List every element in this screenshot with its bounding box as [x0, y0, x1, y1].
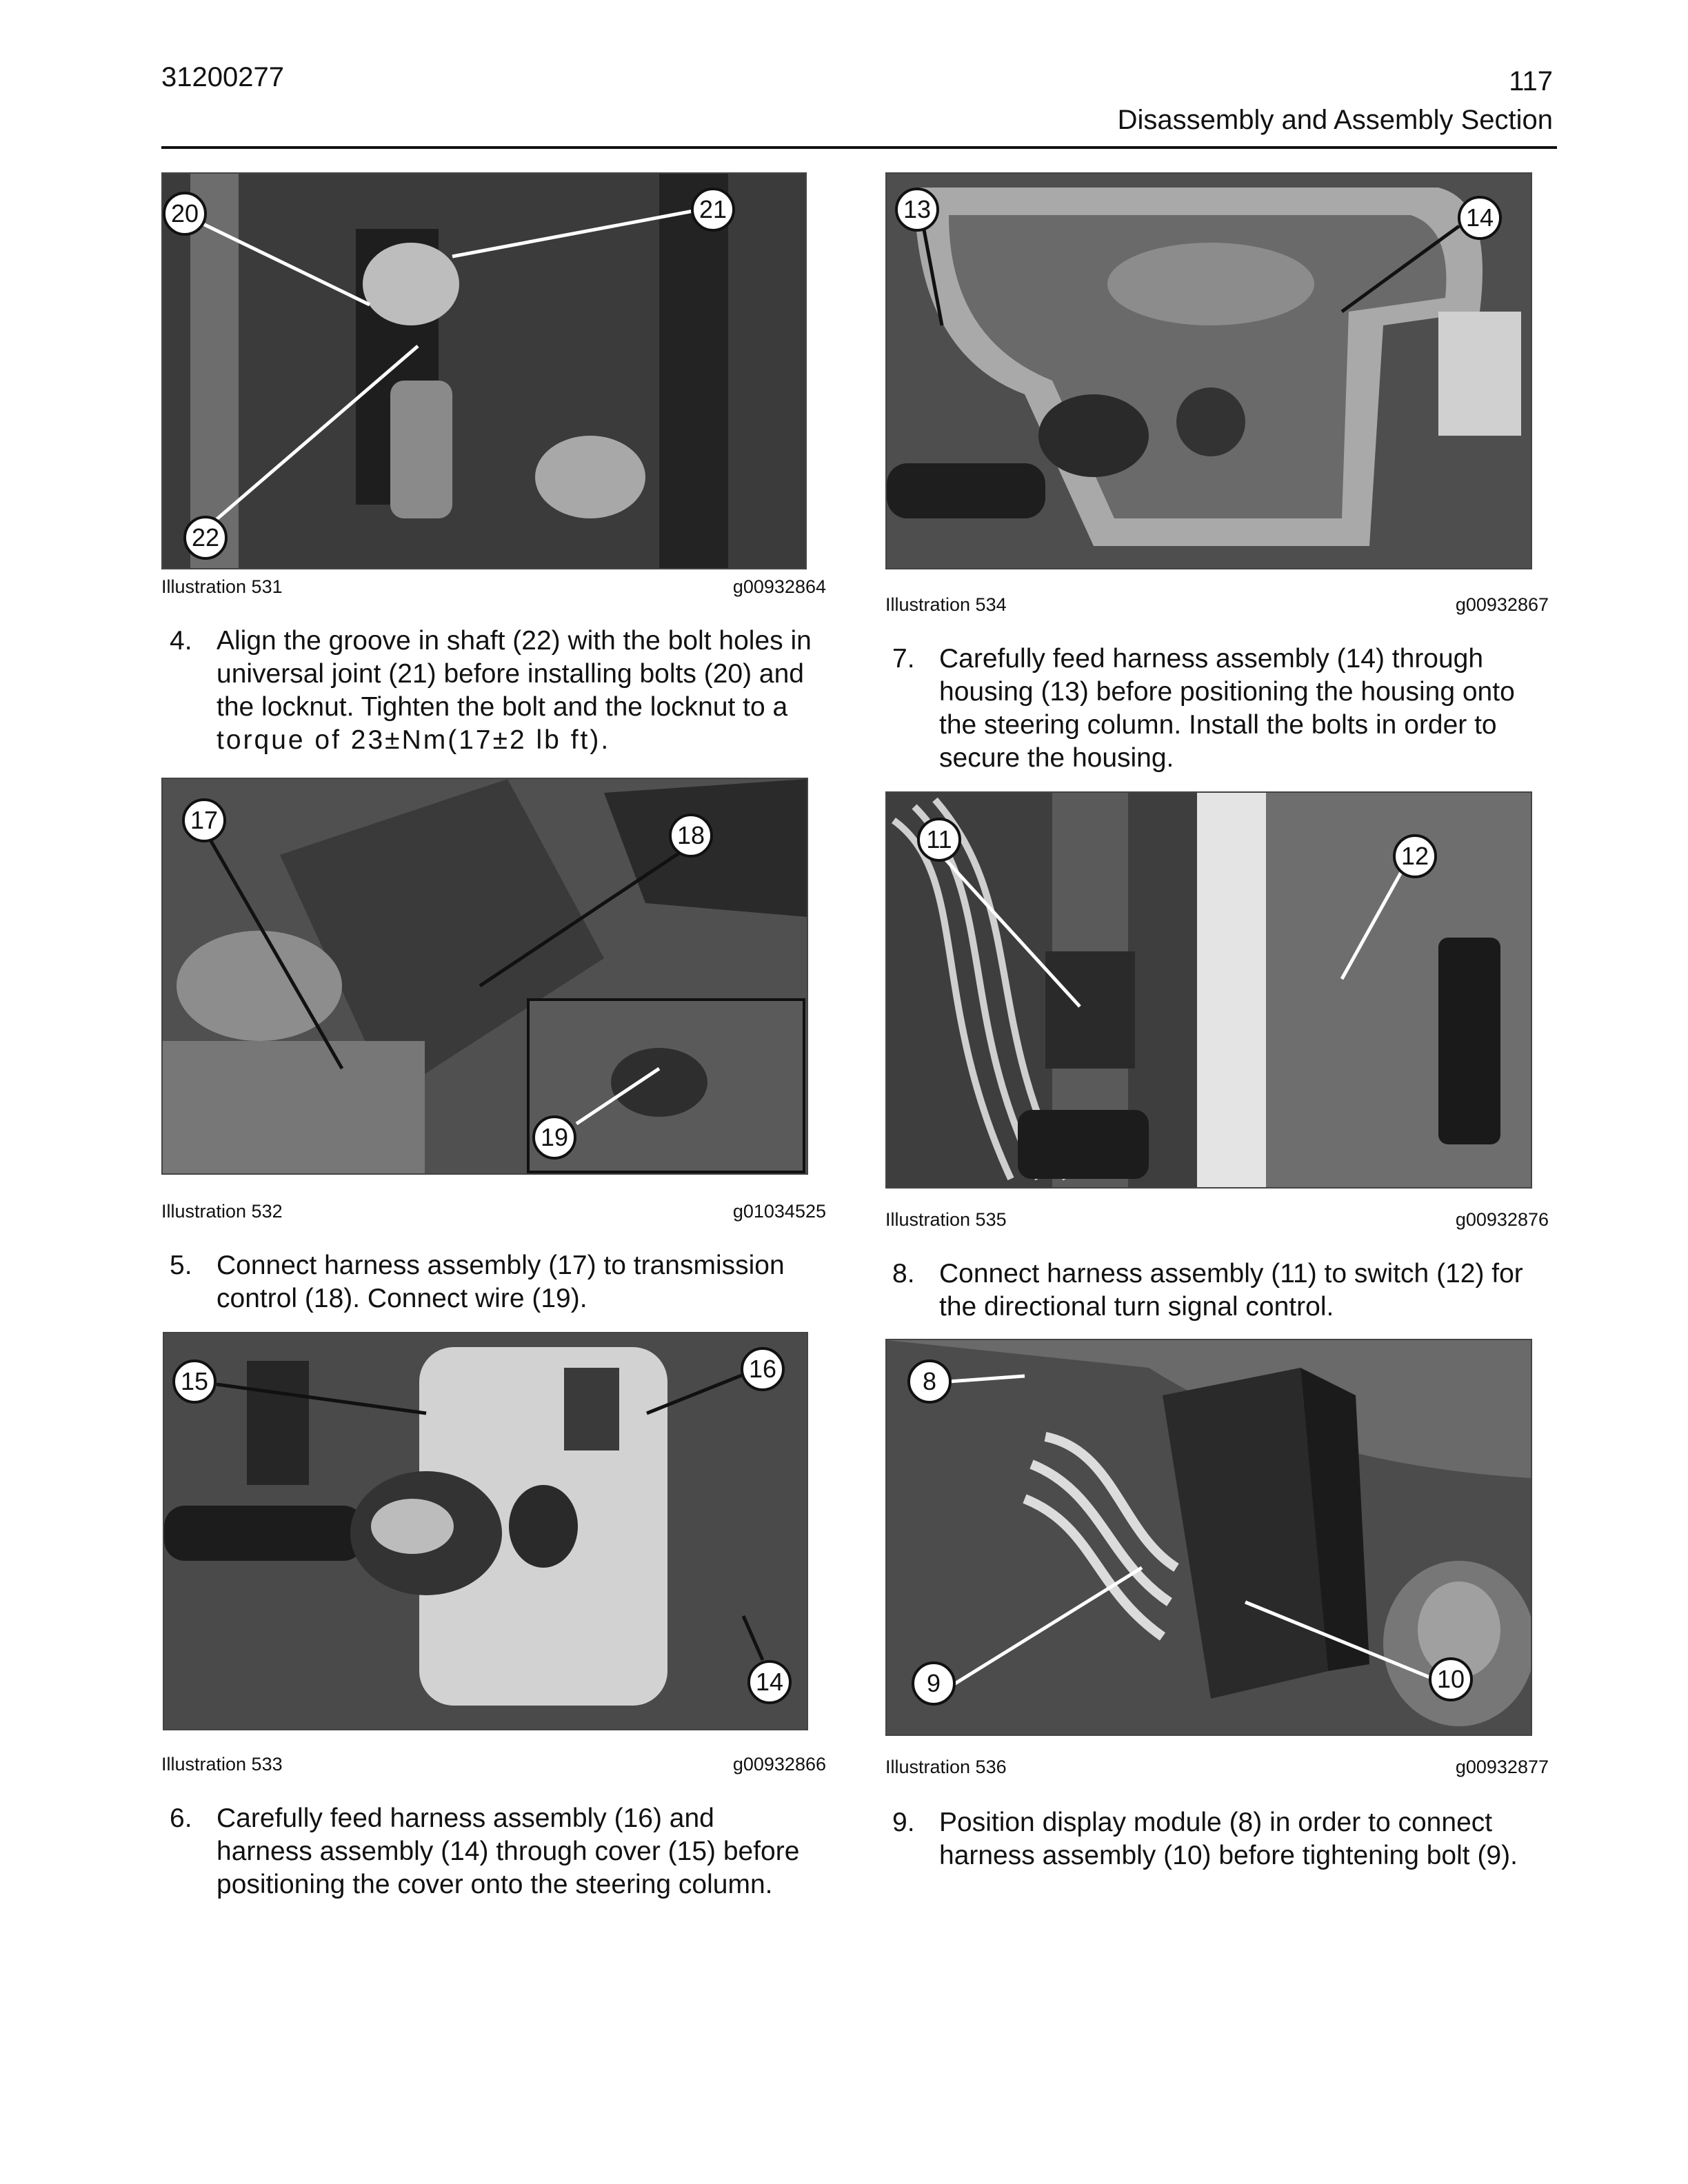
step-line: Position display module (8) in order to connect [939, 1808, 1493, 1837]
callout-20: 20 [163, 192, 207, 236]
step-text [217, 1249, 785, 1315]
step-line: torque of 23±Nm(17±2 lb ft). [217, 725, 611, 755]
step-9 [892, 1806, 1554, 1875]
step-6 [170, 1802, 845, 1905]
illustration-534-photo [885, 172, 1532, 569]
page-header-right [1118, 62, 1553, 139]
step-line: harness assembly (14) through cover (15) before [217, 1837, 800, 1866]
callout-17: 17 [182, 798, 226, 842]
step-line: the directional turn signal control. [939, 1292, 1334, 1322]
illustration-531-label: Illustration 531 [161, 576, 283, 597]
illustration-532-label: Illustration 532 [161, 1201, 283, 1222]
illustration-536-code: g00932877 [1455, 1757, 1549, 1777]
step-line: universal joint (21) before installing bolts (20) and [217, 659, 804, 689]
step-number: 4. [170, 626, 192, 656]
step-line: positioning the cover onto the steering column. [217, 1870, 773, 1899]
step-line: Align the groove in shaft (22) with the bolt holes in [217, 626, 812, 656]
illustration-533-code: g00932866 [732, 1754, 826, 1775]
photo-shapes [887, 174, 1531, 568]
illustration-535-label: Illustration 535 [885, 1209, 1007, 1230]
callout-18: 18 [669, 813, 713, 858]
callout-8: 8 [907, 1359, 952, 1404]
document-number: 31200277 [161, 62, 284, 92]
step-line: Connect harness assembly (11) to switch (12) for [939, 1259, 1523, 1288]
illustration-534-code: g00932867 [1455, 594, 1549, 615]
step-line: secure the housing. [939, 743, 1174, 773]
illustration-536-label: Illustration 536 [885, 1757, 1007, 1777]
step-text [939, 1257, 1523, 1324]
illustration-533-label: Illustration 533 [161, 1754, 283, 1775]
step-text [217, 1802, 799, 1901]
step-line: housing (13) before positioning the housing onto [939, 677, 1515, 707]
step-text [939, 1806, 1518, 1872]
callout-16: 16 [741, 1347, 785, 1391]
step-text [939, 643, 1515, 775]
step-line: the steering column. Install the bolts in order to [939, 710, 1497, 740]
step-5 [170, 1249, 845, 1318]
callout-10: 10 [1429, 1657, 1473, 1701]
illustration-532-code: g01034525 [732, 1201, 826, 1222]
header-rule [161, 146, 1557, 149]
illustration-531-code: g00932864 [732, 576, 826, 597]
illustration-535-photo [885, 791, 1532, 1189]
illustration-531-photo [161, 172, 807, 569]
illustration-533-photo [163, 1332, 808, 1730]
step-line: Carefully feed harness assembly (16) and [217, 1803, 714, 1833]
photo-shapes [163, 174, 805, 568]
step-text [217, 625, 812, 757]
callout-11: 11 [917, 818, 961, 862]
step-line: Connect harness assembly (17) to transmission [217, 1251, 785, 1280]
step-number: 9. [892, 1808, 915, 1837]
callout-15: 15 [172, 1359, 217, 1404]
callout-12: 12 [1393, 834, 1437, 878]
callout-9: 9 [912, 1661, 956, 1706]
step-8 [892, 1257, 1554, 1326]
callout-14: 14 [747, 1660, 792, 1704]
step-number: 5. [170, 1251, 192, 1280]
illustration-536-photo [885, 1339, 1532, 1736]
step-number: 7. [892, 644, 915, 674]
illustration-535-code: g00932876 [1455, 1209, 1549, 1230]
step-7 [892, 643, 1554, 780]
step-number: 8. [892, 1259, 915, 1288]
step-line: the locknut. Tighten the bolt and the locknut to a [217, 692, 788, 722]
callout-13: 13 [895, 188, 939, 232]
illustration-534-label: Illustration 534 [885, 594, 1007, 615]
step-line: control (18). Connect wire (19). [217, 1284, 587, 1313]
section-title: Disassembly and Assembly Section [1117, 105, 1553, 135]
photo-shapes [164, 1333, 807, 1729]
step-line: harness assembly (10) before tightening bolt (9). [939, 1841, 1518, 1870]
callout-14: 14 [1458, 196, 1502, 240]
illustration-532-photo [161, 778, 808, 1175]
step-number: 6. [170, 1803, 192, 1833]
callout-22: 22 [183, 516, 228, 560]
callout-19: 19 [532, 1115, 576, 1160]
step-4 [170, 625, 845, 762]
step-line: Carefully feed harness assembly (14) through [939, 644, 1484, 674]
page-number: 117 [1509, 66, 1553, 97]
callout-21: 21 [691, 188, 735, 232]
